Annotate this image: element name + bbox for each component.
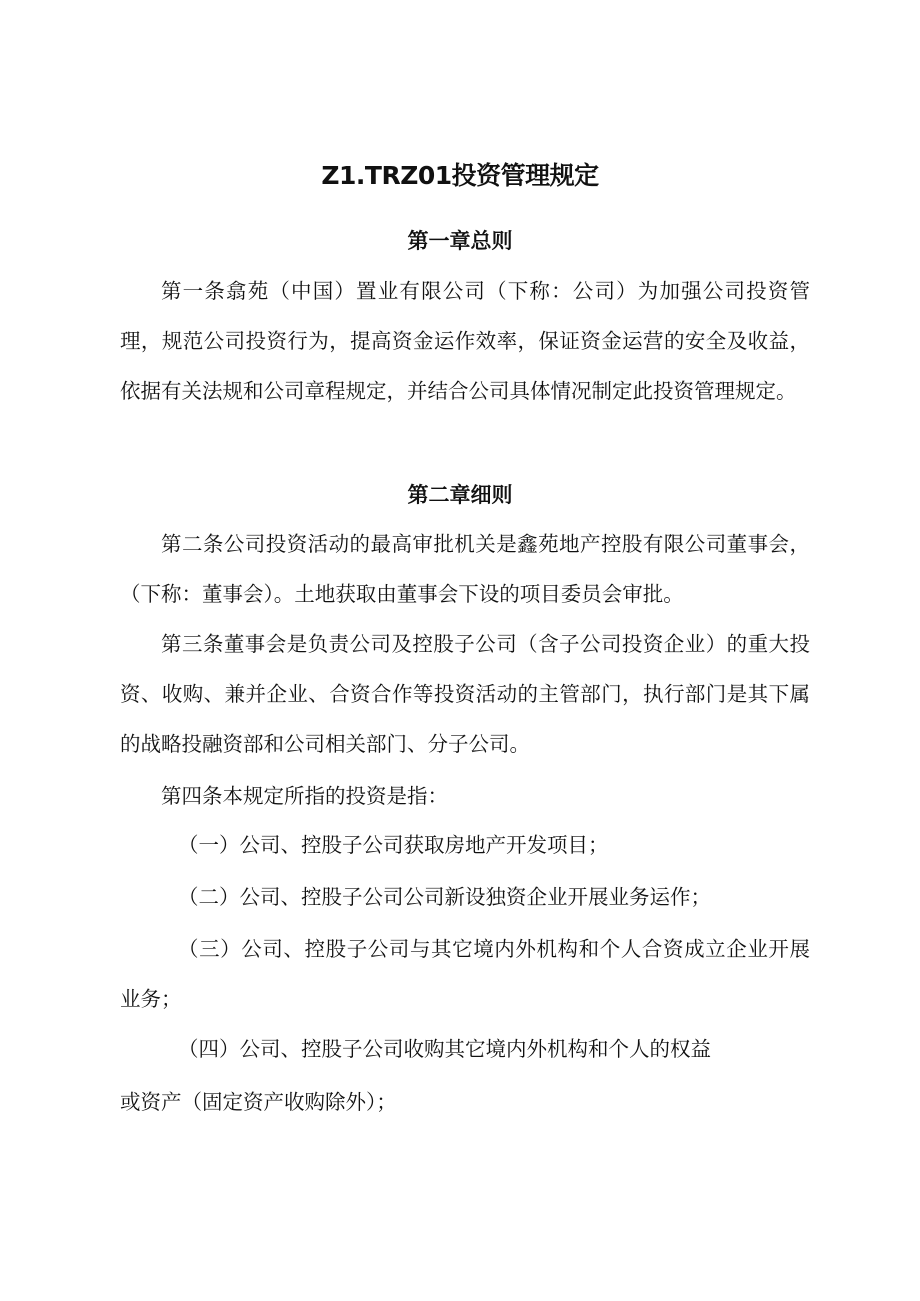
list-item-4-line-1: （四）公司、控股子公司收购其它境内外机构和个人的权益 (178, 1037, 711, 1061)
document-title: Z1.TRZ01投资管理规定 (321, 161, 599, 190)
list-item-3: （三）公司、控股子公司与其它境内外机构和个人合资成立企业开展业务； (120, 937, 810, 1011)
article-4-paragraph: 第四条本规定所指的投资是指： (161, 784, 448, 808)
chapter-2-heading: 第二章细则 (407, 483, 513, 507)
list-item-2: （二）公司、控股子公司公司新设独资企业开展业务运作； (178, 885, 711, 909)
article-1-paragraph: 第一条翕苑（中国）置业有限公司（下称：公司）为加强公司投资管理，规范公司投资行为，提高资金运作效率，保证资金运营的安全及收益，依据有关法规和公司章程规定，并结合公司具体情况制定此投资管理规定。 (120, 279, 810, 403)
list-item-1: （一）公司、控股子公司获取房地产开发项目； (178, 833, 609, 857)
chapter-1-heading: 第一章总则 (407, 229, 513, 253)
article-3-paragraph: 第三条董事会是负责公司及控股子公司（含子公司投资企业）的重大投资、收购、兼并企业、合资合作等投资活动的主管部门，执行部门是其下属的战略投融资部和公司相关部门、分子公司。 (120, 632, 810, 756)
list-item-4-line-2: 或资产（固定资产收购除外）； (120, 1090, 397, 1114)
article-2-paragraph: 第二条公司投资活动的最高审批机关是鑫苑地产控股有限公司董事会，（下称：董事会）。土地获取由董事会下设的项目委员会审批。 (120, 532, 810, 606)
